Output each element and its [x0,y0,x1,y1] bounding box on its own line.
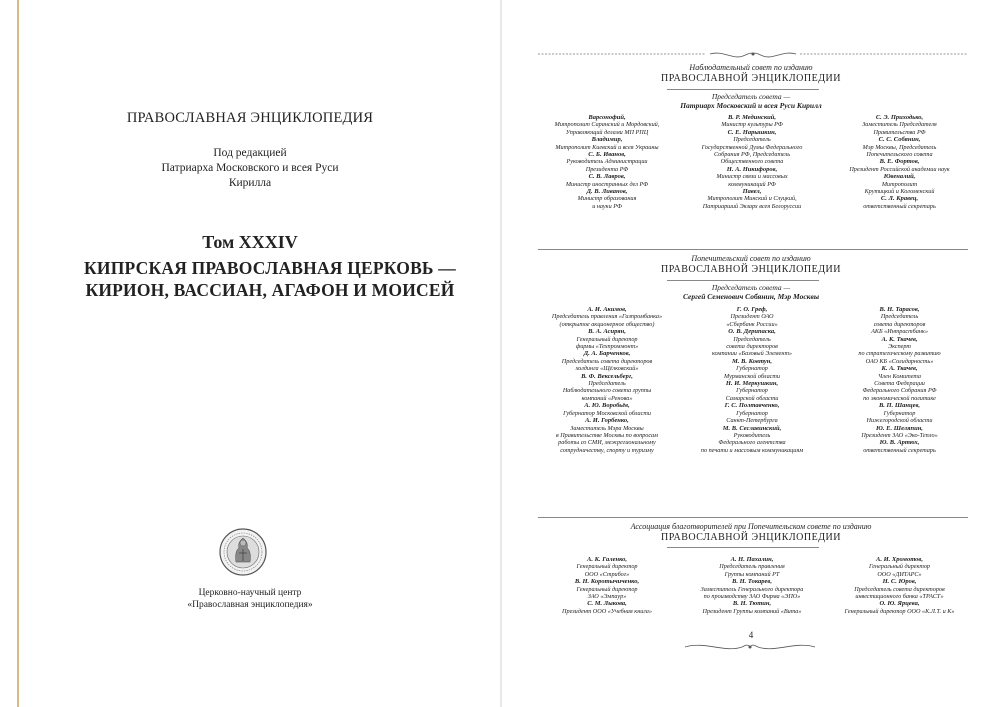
member-position: Государственной Думы Федерального [701,143,803,151]
member-position: по стратегическому развитию [858,350,941,358]
member-position: Попечительского совета [866,151,933,159]
member-position: Митрополит Киевский и всея Украины [555,143,659,151]
editor-line: Патриарха Московского и всея Руси [161,162,339,174]
member-position: Председатель правления «Газпромбанка» [551,313,663,321]
member-position: Генеральный директор [576,585,638,593]
member-name: С. Л. Кравец, [880,195,919,203]
member-position: фирмы «Техпроммонт» [575,343,639,351]
member-position: Митрополит Саранский и Мордовский, [554,121,660,129]
member-position: Губернатор [883,409,916,417]
divider [667,547,819,548]
member-name: А. К. Ткачев, [881,335,918,343]
member-position: Заместитель Генерального директора [700,585,804,593]
member-position: Митрополит [881,180,918,188]
member-name: Д. В. Ливанов, [586,188,628,196]
member-position: Общественного совета [720,158,784,166]
chair-label: Председатель совета — [711,283,791,292]
member-position: Президент ОАО [730,313,774,321]
member-name: А. И. Горбенко, [585,417,629,425]
section-intro: Ассоциация благотворителей при Попечительском совете по изданию [630,522,872,531]
member-name: О. В. Дерипаска, [728,328,776,336]
member-position: Руководитель [733,431,771,439]
member-position: холдинга «Щёлковский» [575,365,639,373]
member-position: сотрудничеству, спорту и туризму [560,446,654,454]
chair-name: Сергей Семенович Собянин, Мэр Москвы [682,292,820,301]
member-position: Генеральный директор [576,335,638,343]
member-position: Председатель совета директоров [854,585,945,593]
member-name: Д. А. Барченков, [583,350,631,358]
publisher-line: Церковно-научный центр [198,588,302,598]
member-position: Самарской области [725,394,779,402]
member-position: Нижегородской области [866,417,933,425]
divider [667,280,819,281]
member-position: Губернатор [736,409,768,417]
member-position: Руководитель Администрации [566,158,648,166]
member-name: Г. С. Полтавченко, [724,402,780,410]
member-name: В. Е. Фортов, [879,158,920,166]
member-position: Президента РФ [585,165,629,173]
member-name: С. М. Лыкова, [587,600,627,608]
member-position: Председатель правления [719,563,785,571]
member-name: В. Н. Коротычиченко, [574,578,640,586]
member-name: Ювеналий, [883,173,916,181]
member-position: Президент ООО «Учебная книга» [562,607,652,615]
section-intro: Наблюдательный совет по изданию [689,63,813,72]
publisher-line: «Православная энциклопедия» [187,600,313,610]
member-name: С. Е. Нарышкин, [727,128,777,136]
member-name: В. Н. Токарев, [732,578,772,586]
member-name: В. Ф. Вексельберг, [581,372,633,380]
member-name: Павел, [742,188,762,196]
member-position: Митрополит Минский и Слуцкий, [707,195,797,203]
member-position: Собрания РФ, Председатель [713,151,791,159]
member-position: ответственный секретарь [863,446,936,454]
member-position: коммуникаций РФ [728,180,776,188]
trustees-heading [502,254,1000,276]
member-position: Генеральный директор ООО «К.Л.Т. и К» [844,607,955,615]
member-position: ООО «Стрибог» [584,570,630,578]
benefactors-column [532,556,682,615]
member-position: Генеральный директор [576,563,638,571]
member-name: С. Б. Иванов, [588,151,626,159]
member-position: Министр иностранных дел РФ [565,180,649,188]
supervisory-column [532,114,682,210]
member-position: Группы компаний РТ [724,570,780,578]
member-position: Совета Федерации [874,380,925,388]
supervisory-column [822,114,977,210]
member-position: Генеральный директор [868,563,931,571]
member-position: Президент Группы компаний «Вита» [702,607,802,615]
volume-number: Том XXXIV [202,232,298,252]
member-position: Министр культуры РФ [721,121,783,129]
member-position: Член Комитета [877,372,922,380]
member-name: А. И. Акимов, [587,306,627,313]
member-name: С. Э. Приходько, [875,114,924,121]
member-position: Министр образования [577,195,637,203]
section-divider [538,249,968,250]
member-position: АКБ «Интрастбанк» [871,328,928,336]
right-page [502,0,1000,707]
member-position: и науки РФ [592,202,622,210]
member-position: работы со СМИ, межрегиональному [558,439,656,447]
chair-label: Председатель совета — [711,92,791,101]
member-position: Санкт-Петербурга [726,417,778,425]
supervisory-column [677,114,827,210]
member-name: О. Ю. Ярцева, [879,600,920,608]
member-name: Ю. Е. Шеляпин, [876,424,923,432]
member-position: Президент Российской академии наук [849,165,950,173]
member-name: С. С. Собянин, [878,136,921,144]
member-position: по экономической политике [863,394,936,402]
member-name: Владимир, [591,136,623,144]
section-divider [538,517,968,518]
member-position: совета директоров [873,320,926,328]
member-name: Н. А. Никифоров, [726,165,778,173]
member-name: Н. И. Меркушкин, [725,380,779,388]
member-position: компании «Базовый Элемент» [711,350,793,358]
member-name: А. Н. Пахалин, [730,556,774,563]
member-position: компаний «Ренова» [581,394,633,402]
member-position: Федерального агентства [718,439,786,447]
member-position: инвестиционного банка «ТРАСТ» [855,593,944,601]
member-position: Губернатор [736,387,768,395]
member-position: по производству ЗАО Фирма «ЭПО» [703,593,801,601]
member-name: В. А. Асирян, [588,328,626,336]
member-name: В. Р. Мединский, [727,114,777,121]
member-position: в Правительстве Москвы по вопросам [555,431,658,439]
flourish-ornament-icon [538,51,968,63]
member-position: «Сбербанк России» [726,320,778,328]
chair-name: Патриарх Московский и всея Руси Кирилл [680,101,822,110]
member-position: ООО «ДИТАРС» [877,570,922,578]
benefactors-column [677,556,827,615]
volume-title-line: КИРИОН, ВАССИАН, АГАФОН И МОИСЕЙ [85,280,455,300]
member-position: ответственный секретарь [863,202,936,210]
member-name: К. А. Ткачев, [881,365,918,373]
divider [667,89,819,90]
section-title: ПРАВОСЛАВНОЙ ЭНЦИКЛОПЕДИИ [660,73,842,84]
member-position: (открытое акционерное общество) [559,320,655,328]
member-position: Патриарший Экзарх всея Белоруссии [702,202,802,210]
supervisory-board-heading [502,63,1000,85]
member-position: Губернатор Московской области [563,409,651,417]
volume-title [20,257,520,301]
volume-title-line: КИПРСКАЯ ПРАВОСЛАВНАЯ ЦЕРКОВЬ — [84,258,456,278]
member-position: Мэр Москвы, Председатель [862,143,937,151]
member-name: В. Н. Тарасов, [879,306,920,313]
publisher-name [0,587,500,611]
member-position: Председатель [733,335,771,343]
trustees-column [822,306,977,454]
supervisory-chair [502,92,1000,110]
member-position: Президент ЗАО «Эко-Тепло» [861,431,938,439]
member-name: Варсонофий, [588,114,626,121]
trustees-column [677,306,827,454]
member-position: по печати и массовым коммуникациям [700,446,804,454]
member-name: В. Н. Тютин, [732,600,772,608]
member-position: Председатель [588,380,626,388]
benefactors-column [822,556,977,615]
trustees-column [532,306,682,454]
section-intro: Попечительский совет по изданию [691,254,811,263]
editor-line: Под редакцией [213,147,287,159]
member-position: Мурманской области [723,372,780,380]
member-position: Министр связи и массовых [716,173,788,181]
member-position: Крутицкий и Коломенский [864,188,935,196]
member-name: Ю. В. Артюх, [879,439,920,447]
member-position: ОАО КБ «Солидарность» [865,357,934,365]
trustees-chair [502,283,1000,301]
member-position: совета директоров [726,343,778,351]
member-position: Правительства РФ [873,128,926,136]
page-number: 4 [748,630,754,640]
member-name: М. В. Ковтун, [732,357,772,365]
member-name: Г. О. Греф, [736,306,768,313]
member-name: М. В. Сеславинский, [722,424,782,432]
member-name: А. К. Галенко, [586,556,627,563]
bottom-ornament [680,641,820,653]
member-position: Федерального Собрания РФ [862,387,937,395]
member-position: Заместитель Мэра Москвы [570,424,644,432]
benefactors-heading [502,522,1000,544]
member-position: Управляющий делами МП РПЦ [565,128,649,136]
member-position: Эксперт [888,343,911,351]
series-title: ПРАВОСЛАВНАЯ ЭНЦИКЛОПЕДИЯ [126,110,374,126]
member-position: Наблюдательного совета группы [562,387,652,395]
member-position: ЗАО «Эмпаур» [587,593,627,601]
member-position: Председатель [880,313,919,321]
editor-line: Кирилла [228,177,272,189]
member-name: А. И. Хромотов, [876,556,923,563]
member-name: С. В. Лавров, [588,173,626,181]
member-name: В. П. Шанцев, [878,402,921,410]
member-position: Председатель [733,136,771,144]
member-name: А. Ю. Воробьёв, [584,402,630,410]
member-position: Губернатор [736,365,768,373]
section-title: ПРАВОСЛАВНОЙ ЭНЦИКЛОПЕДИИ [660,532,842,543]
member-position: Заместитель Председателя [862,121,937,129]
section-title: ПРАВОСЛАВНОЙ ЭНЦИКЛОПЕДИИ [660,264,842,275]
seal-emblem-icon [218,527,268,577]
member-name: Н. С. Юров, [882,578,917,586]
member-position: Председатель совета директоров [561,357,653,365]
